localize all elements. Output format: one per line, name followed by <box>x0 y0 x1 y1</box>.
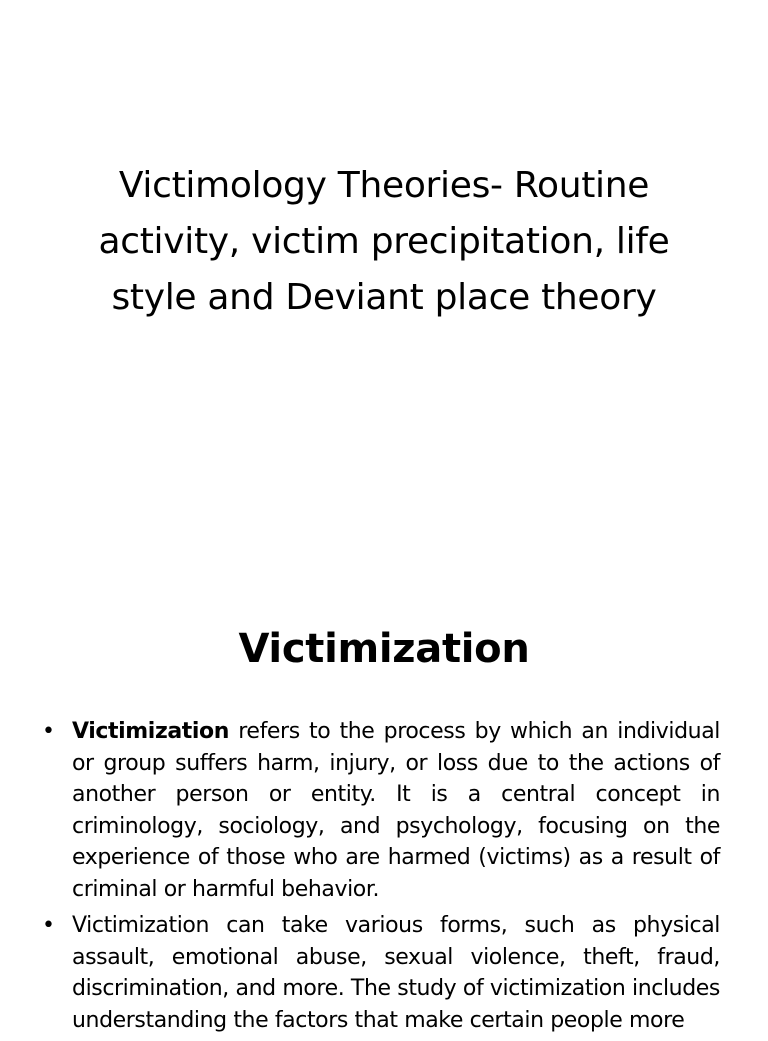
bullet-bold-term: Victimization <box>72 719 230 744</box>
bullet-text: Victimization can take various forms, such as physical assault, emotional abuse, sexual violence, theft, fraud, discrimination, and more. The study of victimization includes understanding the factors that make certain people more <box>72 913 720 1033</box>
bullet-text: refers to the process by which an individual or group suffers harm, injury, or loss due to the actions of another person or entity. It is a central concept in criminology, sociology, and psychology, focusing on the experience of those who are harmed (victims) as a result of criminal or harmful behavior. <box>72 719 720 902</box>
slide-title: Victimology Theories- Routine activity, victim precipitation, life style and Deviant place theory <box>98 165 670 318</box>
bullet-point-icon: • <box>42 719 55 744</box>
bullet-item <box>42 716 720 905</box>
content-slide <box>0 576 768 1033</box>
bullet-point-icon: • <box>42 913 55 938</box>
bullet-list <box>42 716 720 1041</box>
bullet-item <box>42 910 720 1036</box>
section-heading: Victimization <box>238 626 530 672</box>
